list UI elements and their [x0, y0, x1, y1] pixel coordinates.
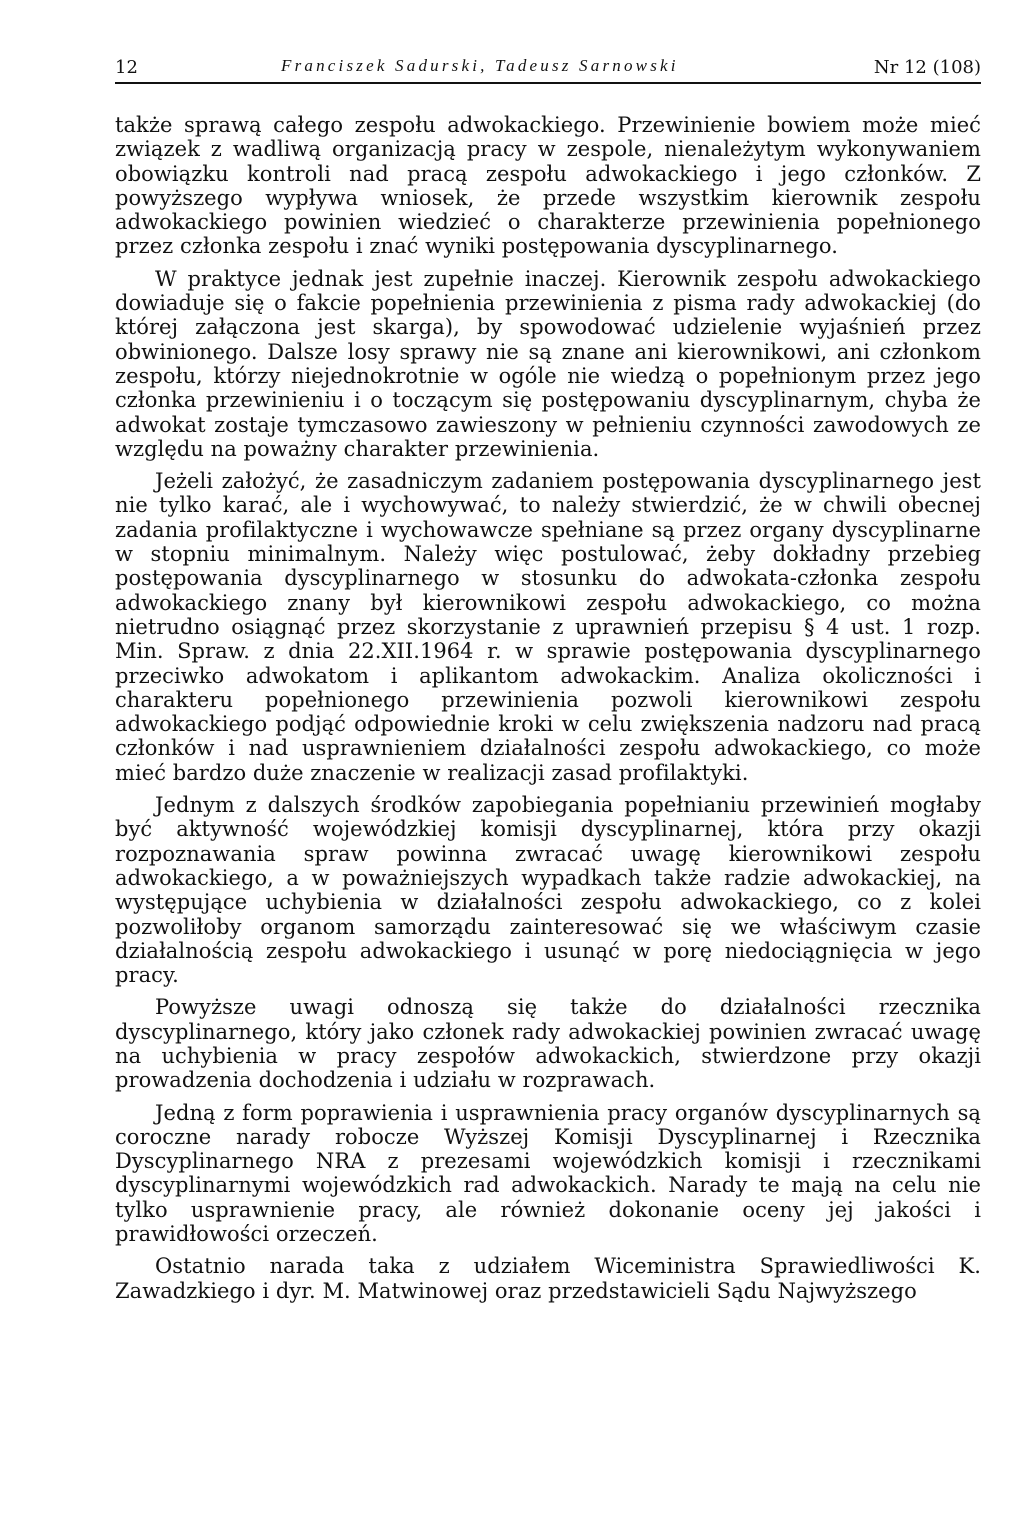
paragraph-5: Powyższe uwagi odnoszą się także do działalności rzecznika dyscyplinarnego, który jako członek rady adwokackiej powinien zwracać uwagę na uchybienia w pracy zespołów adwokackich, stwierdzone przy okazji prowadzenia dochodzenia i udziału w rozprawach.	[115, 995, 981, 1093]
running-header	[115, 50, 981, 84]
body-text	[115, 113, 981, 1303]
paragraph-2: W praktyce jednak jest zupełnie inaczej. Kierownik zespołu adwokackiego dowiaduje się o fakcie popełnienia przewinienia z pisma rady adwokackiej (do której załączona jest skarga), by spowodować udzielenie wyjaśnień przez obwinionego. Dalsze losy sprawy nie są znane ani kierownikowi, ani członkom zespołu, którzy niejednokrotnie w ogóle nie wiedzą o popełnionym przez jego członka przewinieniu i o toczącym się postępowaniu dyscyplinarnym, chyba że adwokat zostaje tymczasowo zawieszony w pełnieniu czynności zawodowych ze względu na poważny charakter przewinienia.	[115, 266, 981, 461]
paragraph-4: Jednym z dalszych środków zapobiegania popełnianiu przewinień mogłaby być aktywność wojewódzkiej komisji dyscyplinarnej, która przy okazji rozpoznawania spraw powinna zwracać uwagę kierownikowi zespołu adwokackiego, a w poważniejszych wypadkach także radzie adwokackiej, na występujące uchybienia w działalności zespołu adwokackiego, co z kolei pozwoliłoby organom samorządu zainteresować się we właściwym czasie działalnością zespołu adwokackiego i usunąć w porę niedociągnięcia w jego pracy.	[115, 793, 981, 988]
page-number: 12	[115, 57, 138, 78]
paragraph-1: także sprawą całego zespołu adwokackiego. Przewinienie bowiem może mieć związek z wadliwą organizacją pracy w zespole, nienależytym wykonywaniem obowiązku kontroli nad pracą zespołu adwokackiego i jego członków. Z powyższego wypływa wniosek, że przede wszystkim kierownik zespołu adwokackiego powinien wiedzieć o charakterze przewinienia popełnionego przez członka zespołu i znać wyniki postępowania dyscyplinarnego.	[115, 113, 981, 259]
paragraph-6: Jedną z form poprawienia i usprawnienia pracy organów dyscyplinarnych są coroczne narady robocze Wyższej Komisji Dyscyplinarnej i Rzecznika Dyscyplinarnego NRA z prezesami wojewódzkich komisji i rzecznikami dyscyplinarnymi wojewódzkich rad adwokackich. Narady te mają na celu nie tylko usprawnienie pracy, ale również dokonanie oceny jej jakości i prawidłowości orzeczeń.	[115, 1100, 981, 1247]
issue-number: Nr 12 (108)	[873, 57, 981, 78]
paragraph-7: Ostatnio narada taka z udziałem Wiceministra Sprawiedliwości K. Zawadzkiego i dyr. M. Matwinowej oraz przedstawicieli Sądu Najwyższego	[115, 1254, 981, 1303]
paragraph-3: Jeżeli założyć, że zasadniczym zadaniem postępowania dyscyplinarnego jest nie tylko karać, ale i wychowywać, to należy stwierdzić, że w chwili obecnej zadania profilaktyczne i wychowawcze spełniane są przez organy dyscyplinarne w stopniu minimalnym. Należy więc postulować, żeby dokładny przebieg postępowania dyscyplinarnego w stosunku do adwokata-członka zespołu adwokackiego znany był kierownikowi zespołu adwokackiego, co można nietrudno osiągnąć przez skorzystanie z uprawnień przepisu § 4 ust. 1 rozp. Min. Spraw. z dnia 22.XII.1964 r. w sprawie postępowania dyscyplinarnego przeciwko adwokatom i aplikantom adwokackim. Analiza okoliczności i charakteru popełnionego przewinienia pozwoli kierownikowi zespołu adwokackiego podjąć odpowiednie kroki w celu zwiększenia nadzoru nad pracą członków i nad usprawnieniem działalności zespołu adwokackiego, co może mieć bardzo duże znaczenie w realizacji zasad profilaktyki.	[115, 469, 981, 785]
running-title-authors: Franciszek Sadurski, Tadeusz Sarnowski	[281, 56, 679, 75]
document-page	[115, 0, 981, 1516]
